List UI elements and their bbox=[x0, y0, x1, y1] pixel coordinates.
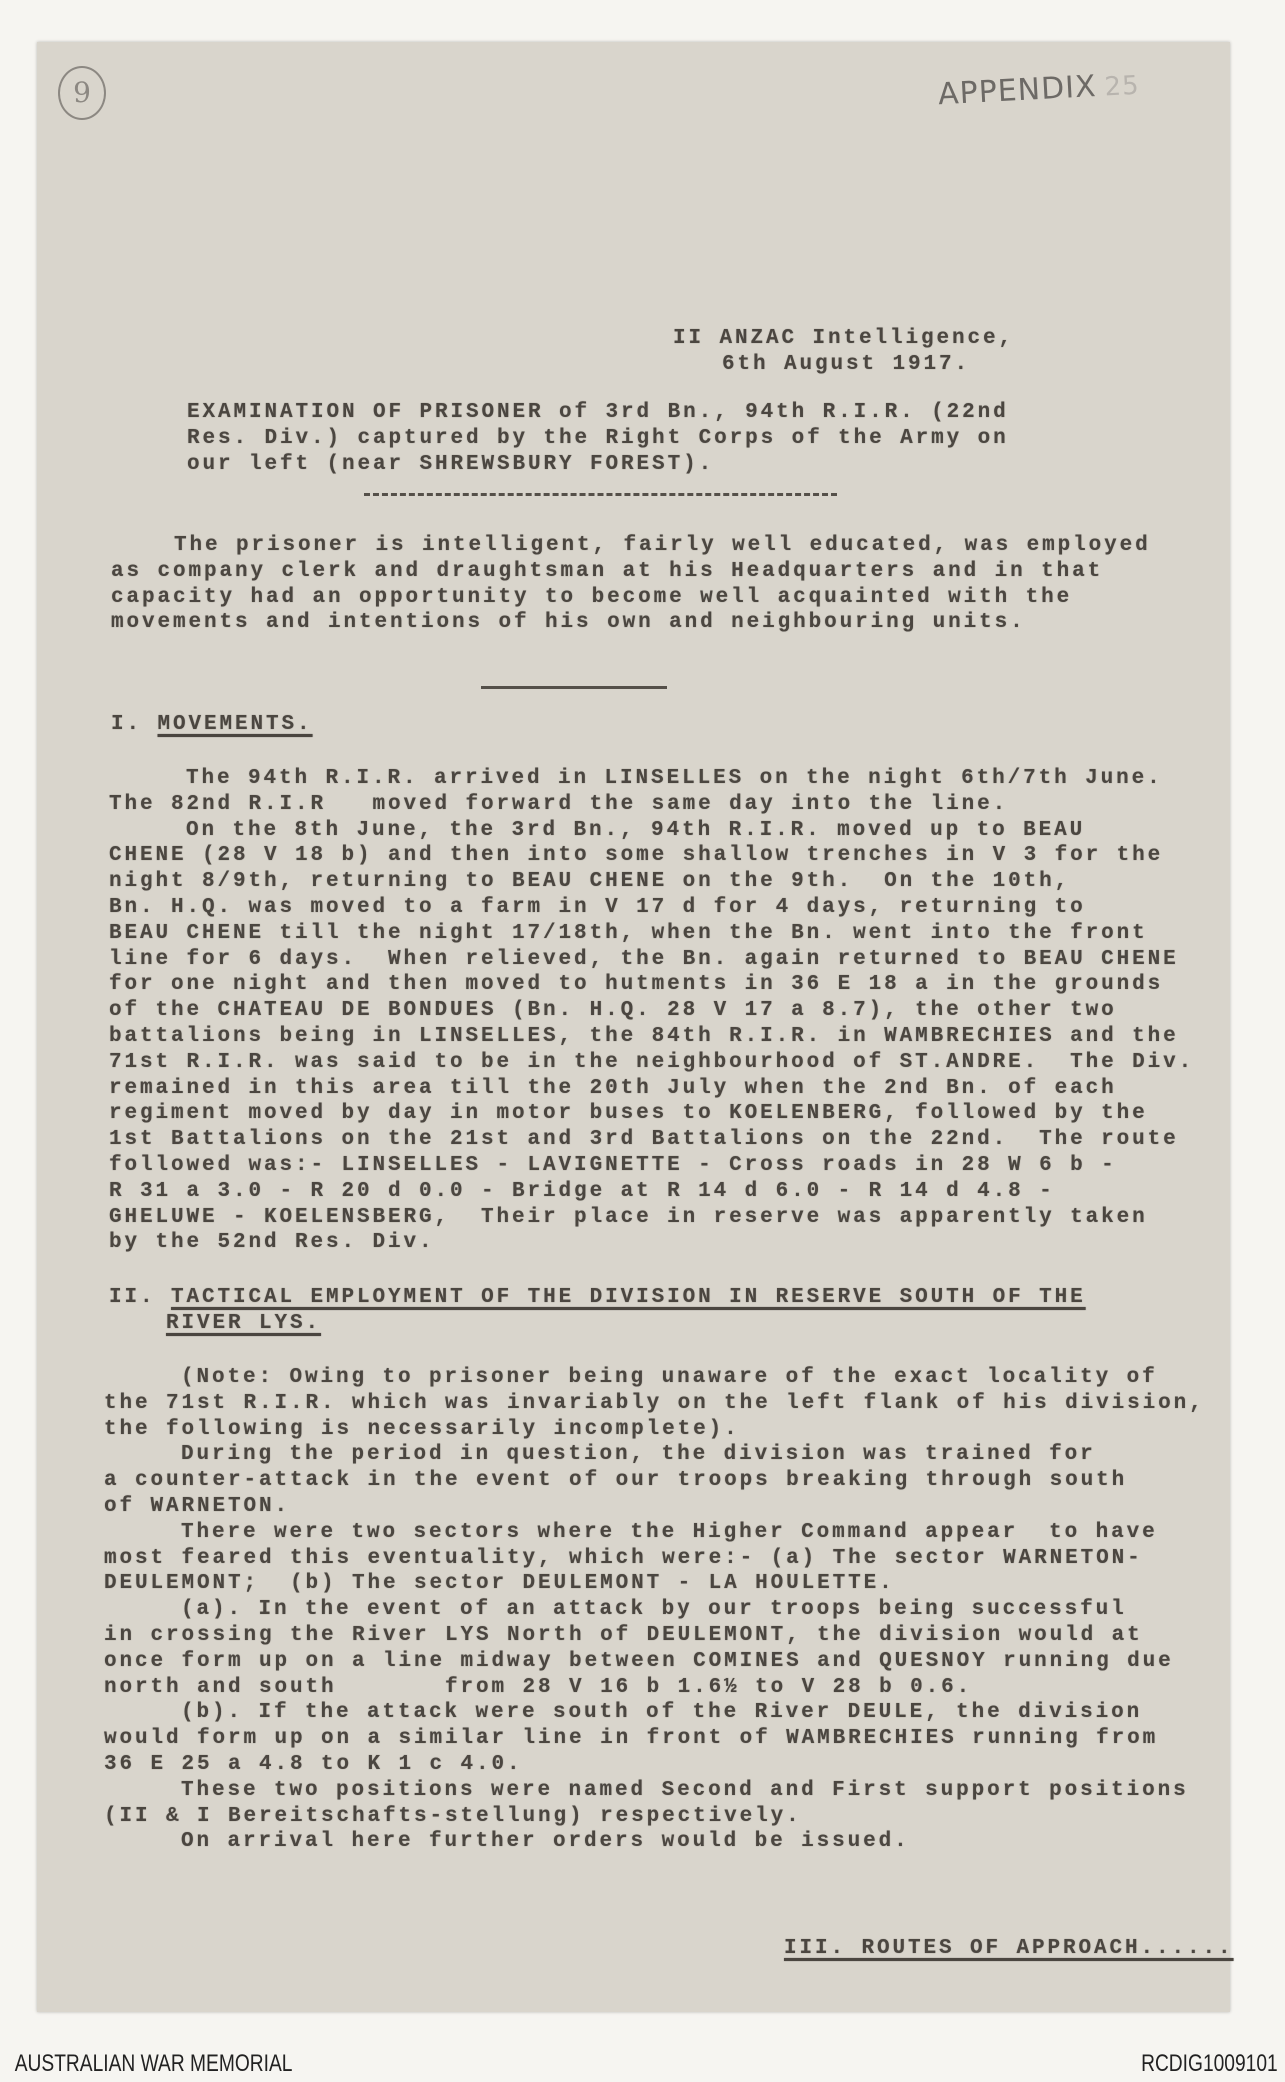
intro-paragraph bbox=[111, 533, 1151, 636]
paragraph-line: (b). If the attack were south of the River DEULE, the division bbox=[181, 1701, 1143, 1725]
paragraph-line: On the 8th June, the 3rd Bn., 94th R.I.R. moved up to BEAU bbox=[186, 818, 1086, 842]
header-unit: II ANZAC Intelligence, bbox=[673, 327, 1015, 350]
document-title bbox=[187, 400, 1009, 477]
document-header bbox=[673, 326, 1014, 378]
paragraph-line: DEULEMONT; (b) The sector DEULEMONT - LA HOULETTE. bbox=[104, 1572, 895, 1596]
section1-title: MOVEMENTS. bbox=[157, 713, 313, 736]
paragraph-line: BEAU CHENE till the night 17/18th, when the Bn. went into the front bbox=[109, 921, 1148, 945]
paragraph-line: night 8/9th, returning to BEAU CHENE on the 9th. On the 10th, bbox=[109, 870, 1071, 894]
section1-heading bbox=[111, 712, 313, 738]
paragraph-line: Bn. H.Q. was moved to a farm in V 17 d for 4 days, returning to bbox=[109, 895, 1086, 919]
paragraph-line: R 31 a 3.0 - R 20 d 0.0 - Bridge at R 14 d 6.0 - R 14 d 4.8 - bbox=[109, 1179, 1055, 1203]
paragraph-line: The 82nd R.I.R moved forward the same day into the line. bbox=[109, 792, 1009, 816]
paragraph-line: There were two sectors where the Higher Command appear to have bbox=[181, 1520, 1158, 1544]
paragraph-line: the following is necessarily incomplete). bbox=[104, 1417, 740, 1441]
title-line: Res. Div.) captured by the Right Corps of the Army on bbox=[187, 426, 1009, 450]
paragraph-line: 71st R.I.R. was said to be in the neighbourhood of ST.ANDRE. The Div. bbox=[109, 1050, 1195, 1074]
section-divider bbox=[481, 686, 667, 689]
paragraph-line: 1st Battalions on the 21st and 3rd Battalions on the 22nd. The route bbox=[109, 1128, 1179, 1152]
paragraph-line: battalions being in LINSELLES, the 84th R.I.R. in WAMBRECHIES and the bbox=[109, 1024, 1179, 1048]
folio-number: 9 bbox=[58, 66, 106, 120]
section2-heading bbox=[109, 1285, 1086, 1337]
paragraph-line: remained in this area till the 20th July when the 2nd Bn. of each bbox=[109, 1076, 1117, 1100]
appendix-number: 25 bbox=[1103, 70, 1141, 103]
title-line: our left (near SHREWSBURY FOREST). bbox=[187, 452, 715, 476]
paragraph-line: GHELUWE - KOELENSBERG, Their place in reserve was apparently taken bbox=[109, 1205, 1148, 1229]
paragraph-line: in crossing the River LYS North of DEULEMONT, the division would at bbox=[104, 1623, 1143, 1647]
intro-line: movements and intentions of his own and neighbouring units. bbox=[111, 611, 1026, 635]
section2-title-line1: TACTICAL EMPLOYMENT OF THE DIVISION IN RESERVE SOUTH OF THE bbox=[171, 1286, 1086, 1309]
paragraph-line: The 94th R.I.R. arrived in LINSELLES on the night 6th/7th June. bbox=[186, 767, 1163, 790]
paragraph-line: On arrival here further orders would be issued. bbox=[181, 1830, 910, 1854]
paragraph-line: north and south from 28 V 16 b 1.6½ to V 28 b 0.6. bbox=[104, 1675, 973, 1699]
intro-line: The prisoner is intelligent, fairly well educated, was employed bbox=[174, 534, 1151, 557]
paragraph-line: (Note: Owing to prisoner being unaware of the exact locality of bbox=[181, 1366, 1158, 1389]
intro-line: capacity had an opportunity to become well acquainted with the bbox=[111, 585, 1073, 609]
dashed-divider bbox=[364, 493, 837, 496]
paragraph-line: followed was:- LINSELLES - LAVIGNETTE - Cross roads in 28 W 6 b - bbox=[109, 1153, 1117, 1177]
paragraph-line: a counter-attack in the event of our troops breaking through south bbox=[104, 1469, 1128, 1493]
paragraph-line: regiment moved by day in motor buses to KOELENBERG, followed by the bbox=[109, 1102, 1148, 1126]
paragraph-line: CHENE (28 V 18 b) and then into some shallow trenches in V 3 for the bbox=[109, 844, 1164, 868]
paragraph-line: for one night and then moved to hutments in 36 E 18 a in the grounds bbox=[109, 973, 1164, 997]
title-line: EXAMINATION OF PRISONER of 3rd Bn., 94th R.I.R. (22nd bbox=[187, 401, 1009, 424]
header-date: 6th August 1917. bbox=[722, 352, 971, 376]
footer-record-id: RCDIG1009101 bbox=[1141, 2050, 1278, 2077]
paragraph-line: line for 6 days. When relieved, the Bn. again returned to BEAU CHENE bbox=[109, 947, 1179, 971]
paragraph-line: of WARNETON. bbox=[104, 1494, 291, 1518]
paragraph-line: most feared this eventuality, which were:- (a) The sector WARNETON- bbox=[104, 1546, 1143, 1570]
section2-title-line2: RIVER LYS. bbox=[166, 1311, 322, 1335]
continuation-note bbox=[784, 1936, 1234, 1962]
appendix-label: APPENDIX bbox=[937, 69, 1098, 113]
paragraph-line: would form up on a similar line in front of WAMBRECHIES running from bbox=[104, 1727, 1159, 1751]
footer-institution: AUSTRALIAN WAR MEMORIAL bbox=[14, 2050, 293, 2077]
section1-number: I. bbox=[111, 713, 143, 736]
continuation-text: III. ROUTES OF APPROACH...... bbox=[784, 1937, 1234, 1960]
paragraph-line: of the CHATEAU DE BONDUES (Bn. H.Q. 28 V 17 a 8.7), the other two bbox=[109, 999, 1117, 1023]
intro-line: as company clerk and draughtsman at his Headquarters and in that bbox=[111, 559, 1104, 583]
paragraph-line: (a). In the event of an attack by our troops being successful bbox=[181, 1598, 1127, 1622]
paragraph-line: by the 52nd Res. Div. bbox=[109, 1231, 435, 1255]
paragraph-line: the 71st R.I.R. which was invariably on the left flank of his division, bbox=[104, 1391, 1205, 1415]
paragraph-line: (II & I Bereitschafts-stellung) respectively. bbox=[104, 1804, 802, 1828]
paragraph-line: 36 E 25 a 4.8 to K 1 c 4.0. bbox=[104, 1752, 523, 1776]
paragraph-line: These two positions were named Second and First support positions bbox=[181, 1778, 1189, 1802]
paragraph-line: once form up on a line midway between COMINES and QUESNOY running due bbox=[104, 1649, 1174, 1673]
paragraph-line: During the period in question, the division was trained for bbox=[181, 1443, 1096, 1467]
section2-body bbox=[104, 1365, 1205, 1855]
section1-body bbox=[109, 766, 1194, 1256]
section2-number: II. bbox=[109, 1286, 156, 1309]
